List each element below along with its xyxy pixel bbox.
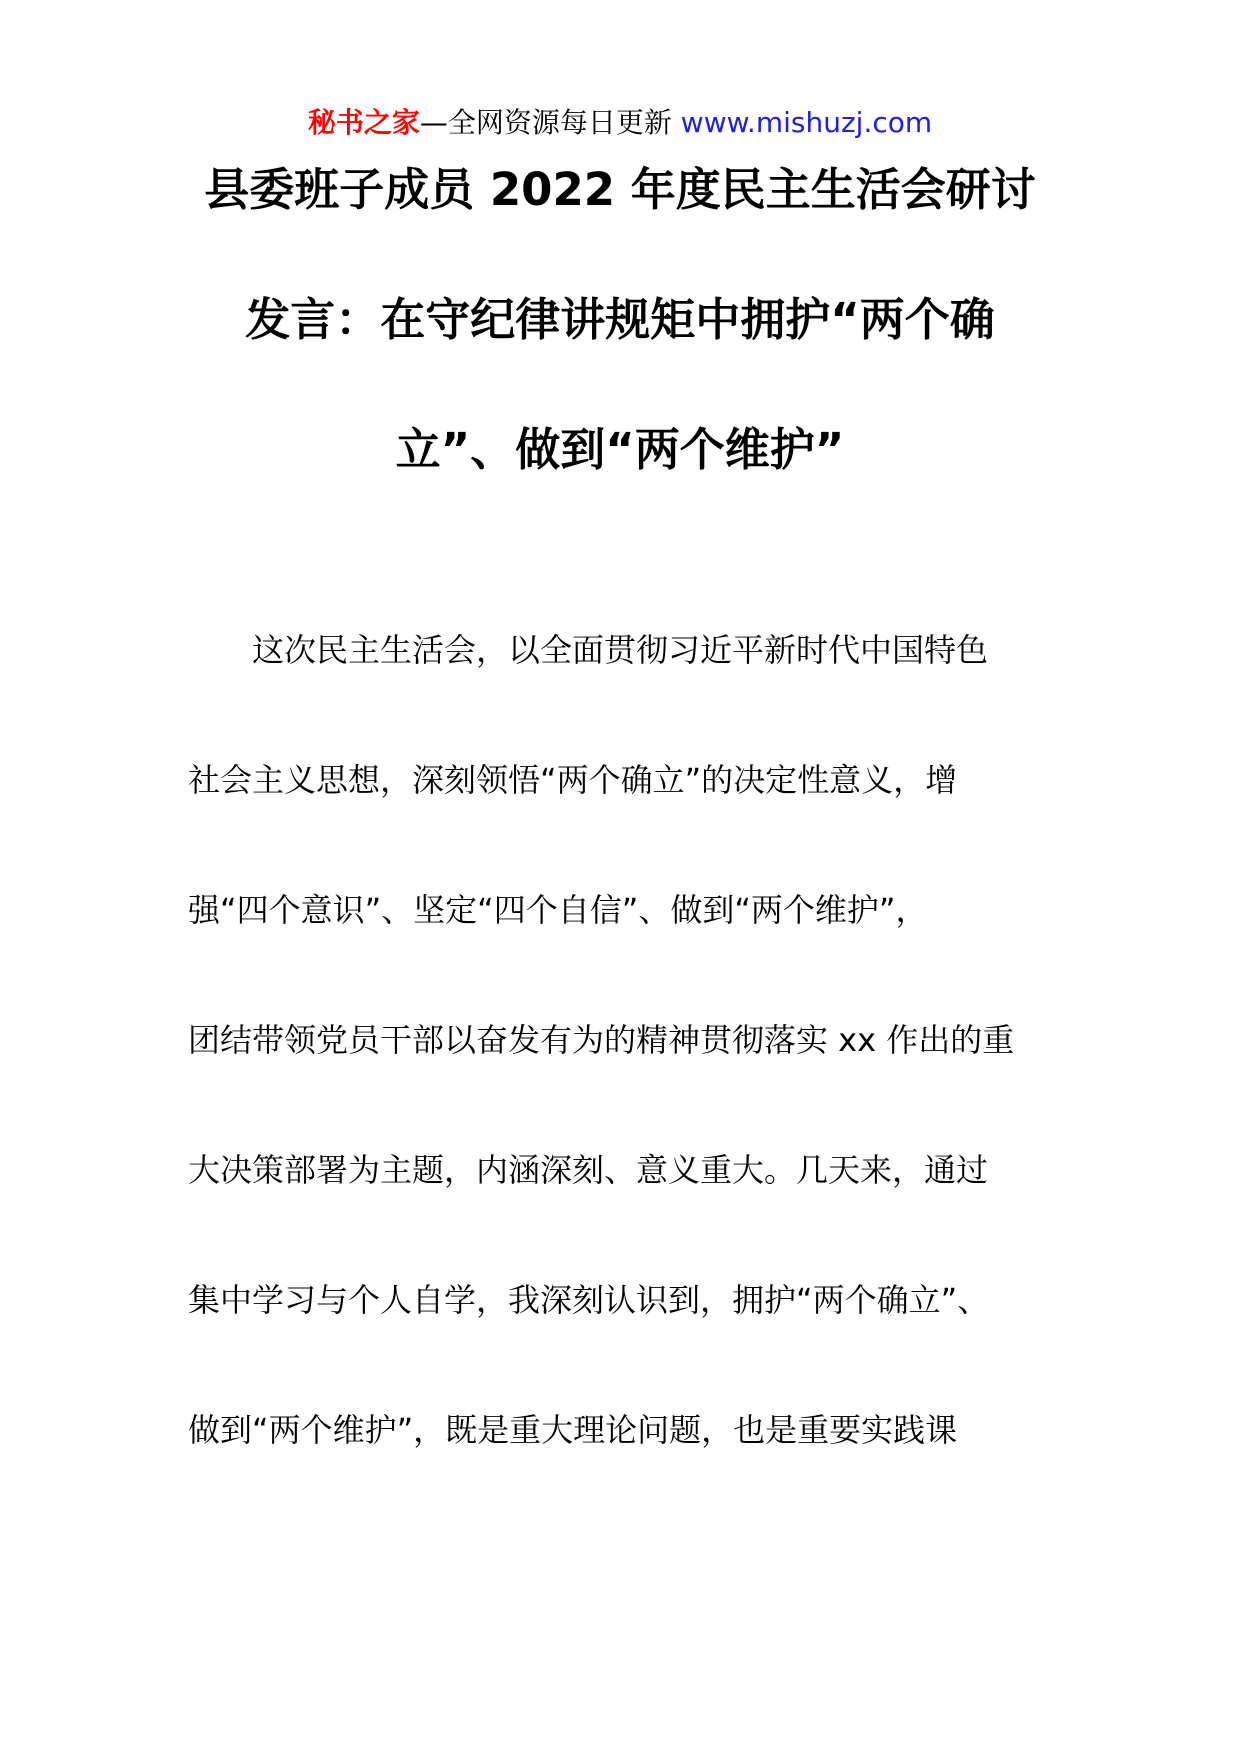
paragraph-line: 社会主义思想，深刻领悟“两个确立”的决定性意义，增	[188, 761, 958, 799]
paragraph-line: 做到“两个维护”，既是重大理论问题，也是重要实践课	[188, 1411, 958, 1449]
document-title	[150, 160, 1090, 550]
paragraph-line: 集中学习与个人自学，我深刻认识到，拥护“两个确立”、	[188, 1281, 990, 1319]
paragraph-line: 强“四个意识”、坚定“四个自信”、做到“两个维护”，	[188, 891, 928, 929]
site-tagline: —全网资源每日更新	[419, 106, 672, 139]
paragraph-line: 团结带领党员干部以奋发有为的精神贯彻落实 xx 作出的重	[188, 1021, 1015, 1059]
title-line: 发言：在守纪律讲规矩中拥护“两个确	[245, 293, 995, 346]
document-body	[188, 620, 1068, 1530]
site-header	[0, 103, 1240, 143]
title-line: 立”、做到“两个维护”	[395, 423, 845, 476]
title-line: 县委班子成员 2022 年度民主生活会研讨	[204, 163, 1036, 216]
paragraph-line: 大决策部署为主题，内涵深刻、意义重大。几天来，通过	[188, 1151, 989, 1189]
paragraph-line: 这次民主生活会，以全面贯彻习近平新时代中国特色	[252, 631, 989, 669]
site-url-link[interactable]: www.mishuzj.com	[680, 106, 933, 139]
site-brand: 秘书之家	[307, 106, 420, 139]
